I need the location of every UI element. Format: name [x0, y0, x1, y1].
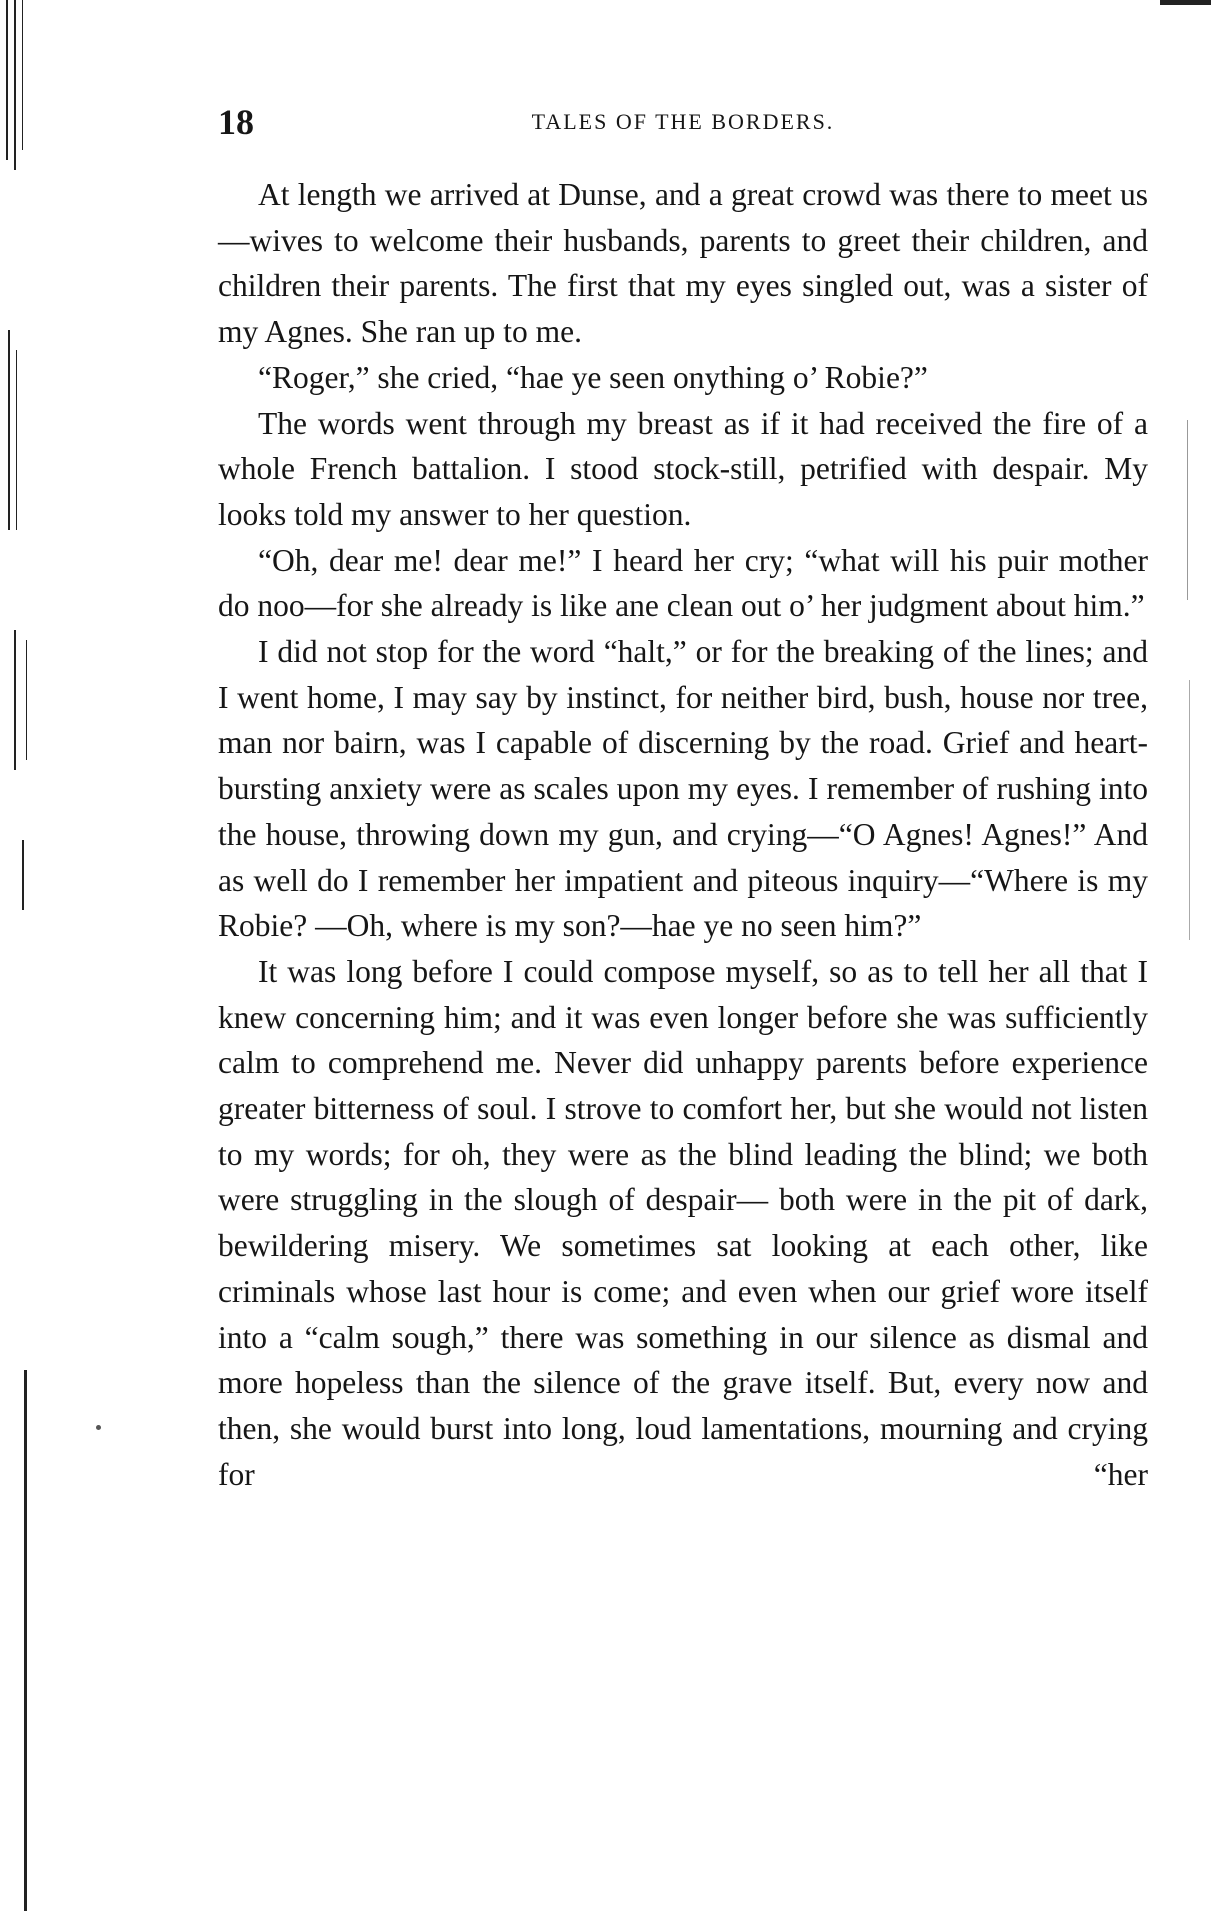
page-number: 18: [218, 102, 254, 142]
left-edge-line: [16, 350, 17, 530]
ink-speck: [96, 1425, 101, 1430]
paragraph: The words went through my breast as if it had received the fire of a whole French battalion. I stood stock-still, petrified with despair. My looks told my answer to her question.: [218, 405, 1148, 532]
left-edge-line: [6, 0, 8, 160]
left-edge-line: [24, 1370, 27, 1911]
page-header: [218, 100, 1148, 144]
paragraph: I did not stop for the word “halt,” or for the breaking of the lines; and I went home, I may say by instinct, for neither bird, bush, house nor tree, man nor bairn, was I capable of discerning by the road. Grief and heart-bursting anxiety were as scales upon my eyes. I remember of rushing into the house, throwing down my gun, and crying—“O Agnes! Agnes!” And as well do I remember her impatient and piteous inquiry—“Where is my Robie? —Oh, where is my son?—hae ye no seen him?”: [218, 634, 1148, 944]
paragraph: It was long before I could compose myself, so as to tell her all that I knew concerning him; and it was even longer before she was sufficiently calm to comprehend me. Never did unhappy parents before experience greater bitterness of soul. I strove to comfort her, but she would not listen to my words; for oh, they were as the blind leading the blind; we both were struggling in the slough of despair— both were in the pit of dark, bewildering misery. We sometimes sat looking at each other, like criminals whose last hour is come; and even when our grief wore itself into a “calm sough,” there was something in our silence as dismal and more hopeless than the silence of the grave itself. But, every now and then, she would burst into long, loud lamentations, mourning and crying for “her: [218, 953, 1148, 1492]
left-edge-line: [22, 840, 24, 910]
left-edge-line: [14, 0, 16, 170]
left-edge-line: [22, 0, 23, 150]
left-edge-line: [8, 330, 10, 530]
paragraph: “Roger,” she cried, “hae ye seen onything o’ Robie?”: [258, 359, 928, 395]
left-edge-line: [14, 630, 16, 770]
body-text: [218, 172, 1148, 1497]
running-title: TALES OF THE BORDERS.: [531, 109, 835, 134]
paragraph: At length we arrived at Dunse, and a great crowd was there to meet us—wives to welcome their husbands, parents to greet their children, and children their parents. The first that my eyes singled out, was a sister of my Agnes. She ran up to me.: [218, 177, 1148, 350]
right-edge-line: [1189, 680, 1190, 940]
paragraph: “Oh, dear me! dear me!” I heard her cry; “what will his puir mother do noo—for she already is like ane clean out o’ her judgment about him.”: [218, 542, 1148, 624]
left-edge-line: [26, 640, 27, 760]
corner-mark: [1160, 0, 1211, 5]
right-edge-line: [1187, 420, 1188, 600]
